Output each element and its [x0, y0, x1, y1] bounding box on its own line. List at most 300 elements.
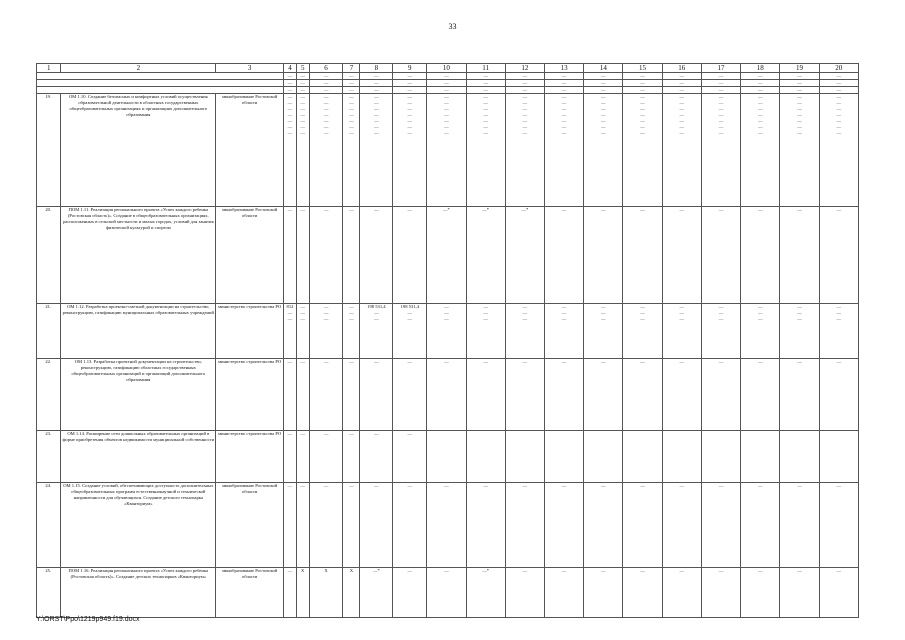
finance-value: — — [679, 100, 685, 105]
finance-cell — [360, 207, 393, 304]
finance-value: 198 531,4 — [367, 304, 386, 309]
finance-cell — [623, 483, 662, 568]
finance-cell: — — [284, 73, 297, 80]
finance-value: — — [601, 94, 606, 99]
finance-value: — — [287, 130, 293, 135]
row-number: 19. — [37, 94, 61, 207]
finance-value: — — [679, 106, 685, 111]
finance-value: — — [287, 94, 293, 99]
finance-value: — — [287, 124, 293, 129]
finance-value: — — [757, 207, 763, 212]
finance-value — [703, 431, 739, 437]
finance-value: — — [300, 124, 305, 129]
finance-value: — — [718, 304, 724, 309]
finance-cell — [284, 483, 297, 568]
finance-value: — — [444, 316, 449, 321]
finance-cell — [662, 431, 701, 483]
finance-cell — [466, 483, 505, 568]
finance-value: — — [287, 106, 293, 111]
continuation-cell — [37, 87, 284, 94]
finance-cell: — — [393, 73, 427, 80]
finance-cell — [819, 94, 858, 207]
column-number-header: 14 — [584, 64, 623, 73]
finance-value: — — [300, 118, 305, 123]
finance-cell — [662, 568, 701, 618]
continuation-row — [37, 80, 859, 87]
finance-cell: — — [393, 87, 427, 94]
finance-value — [468, 431, 504, 437]
finance-cell: — — [544, 73, 583, 80]
finance-value: X — [301, 568, 305, 573]
finance-value: — — [601, 304, 606, 309]
finance-cell — [505, 483, 544, 568]
finance-value: — — [757, 106, 763, 111]
finance-cell — [584, 483, 623, 568]
finance-value: — — [640, 124, 645, 129]
finance-value: — — [718, 124, 724, 129]
executor: минобразование Ростовской области — [216, 94, 284, 207]
finance-value — [428, 431, 464, 437]
finance-value: — — [718, 359, 724, 364]
finance-value: — — [836, 310, 842, 315]
finance-value: — — [300, 94, 305, 99]
finance-cell — [505, 568, 544, 618]
continuation-cell — [37, 80, 284, 87]
finance-value: — — [287, 118, 293, 123]
finance-cell: — — [701, 73, 740, 80]
finance-value: — — [561, 130, 567, 135]
finance-cell — [296, 431, 309, 483]
finance-value: — — [561, 568, 567, 573]
finance-value: — — [287, 568, 293, 573]
finance-cell — [427, 359, 466, 431]
finance-value: — — [300, 112, 305, 117]
finance-cell — [343, 304, 360, 359]
finance-cell — [360, 304, 393, 359]
finance-cell — [466, 431, 505, 483]
finance-cell — [544, 94, 583, 207]
finance-cell: — — [343, 73, 360, 80]
finance-value: — — [323, 207, 329, 212]
finance-value: — — [679, 94, 685, 99]
finance-cell — [544, 483, 583, 568]
finance-value: — — [287, 359, 293, 364]
finance-value: — — [561, 100, 567, 105]
finance-cell — [360, 568, 393, 618]
finance-cell — [623, 431, 662, 483]
column-number-header: 18 — [741, 64, 780, 73]
finance-value: — — [797, 100, 802, 105]
finance-cell — [427, 568, 466, 618]
finance-value: — — [640, 316, 645, 321]
finance-cell: — — [819, 73, 858, 80]
finance-value: — — [349, 112, 354, 117]
finance-value — [664, 431, 700, 437]
finance-value: — — [444, 94, 449, 99]
finance-value: — — [374, 130, 379, 135]
finance-value: — — [601, 118, 606, 123]
finance-cell — [662, 483, 701, 568]
finance-cell — [819, 568, 858, 618]
finance-cell — [309, 568, 343, 618]
finance-cell: — — [780, 80, 819, 87]
finance-value: — — [323, 106, 329, 111]
finance-cell — [505, 359, 544, 431]
row-number: 21. — [37, 304, 61, 359]
finance-value: — — [797, 106, 802, 111]
finance-cell — [701, 94, 740, 207]
finance-value: — — [483, 118, 488, 123]
finance-cell — [544, 359, 583, 431]
finance-value: — — [757, 130, 763, 135]
finance-value: — — [522, 483, 528, 488]
finance-value: — — [797, 316, 802, 321]
finance-cell — [284, 431, 297, 483]
finance-value: — — [679, 310, 685, 315]
column-number-header: 6 — [309, 64, 343, 73]
finance-cell — [741, 568, 780, 618]
finance-cell: — — [343, 80, 360, 87]
column-number-header: 17 — [701, 64, 740, 73]
finance-cell — [780, 207, 819, 304]
finance-value: — — [601, 130, 606, 135]
finance-value: — — [561, 483, 567, 488]
finance-value: — — [679, 304, 685, 309]
file-path: Y:\ORST\Ppo\1219p949.f19.docx — [36, 616, 140, 623]
finance-cell: — — [466, 73, 505, 80]
finance-cell — [466, 359, 505, 431]
finance-cell: — — [701, 80, 740, 87]
measure-name: ОМ 1.14. Расширение сети дошкольных образовательных организаций в форме приобретения объектов недвижимости муниципальной собственности — [61, 431, 216, 483]
finance-value: — — [323, 316, 329, 321]
finance-value: — — [601, 100, 606, 105]
finance-cell — [309, 431, 343, 483]
finance-cell — [544, 568, 583, 618]
finance-value: — — [444, 310, 449, 315]
finance-value: — — [601, 483, 606, 488]
finance-cell: — — [584, 80, 623, 87]
finance-cell — [741, 94, 780, 207]
finance-value: — — [374, 124, 379, 129]
finance-value: — — [640, 304, 645, 309]
finance-value: — — [836, 359, 842, 364]
finance-value: — — [444, 100, 449, 105]
finance-value: — — [287, 207, 293, 212]
finance-cell: — — [427, 87, 466, 94]
finance-value: — — [407, 431, 413, 436]
finance-value: — — [300, 359, 305, 364]
finance-cell: — — [360, 80, 393, 87]
finance-value: — — [757, 112, 763, 117]
finance-value: — — [797, 359, 802, 364]
finance-value: — — [300, 304, 305, 309]
finance-cell: — — [505, 73, 544, 80]
finance-cell — [662, 94, 701, 207]
finance-value: —* — [482, 568, 490, 573]
finance-value: — — [522, 568, 528, 573]
finance-value: — — [349, 316, 354, 321]
finance-cell — [296, 483, 309, 568]
finance-value: — — [444, 106, 449, 111]
finance-cell: — — [505, 80, 544, 87]
continuation-cell — [37, 73, 284, 80]
finance-cell: — — [360, 87, 393, 94]
finance-cell — [819, 483, 858, 568]
measure-name: ОМ 1.13. Разработка проектной документации на строительство, реконструкцию, газификацию областных государственных общеобразовательных организаций и организаций дополнительного образования — [61, 359, 216, 431]
finance-value: — — [349, 130, 354, 135]
finance-value: — — [561, 94, 567, 99]
finance-value: — — [836, 94, 842, 99]
finance-cell: — — [343, 87, 360, 94]
finance-value: — — [374, 359, 379, 364]
finance-cell: — — [296, 87, 309, 94]
finance-value: — — [374, 118, 379, 123]
finance-value: — — [797, 112, 802, 117]
finance-value: — — [679, 112, 685, 117]
finance-cell — [360, 94, 393, 207]
finance-cell — [427, 94, 466, 207]
finance-cell: — — [662, 80, 701, 87]
executor: министерство строительства РО — [216, 359, 284, 431]
finance-value: — — [561, 359, 567, 364]
finance-value: — — [757, 310, 763, 315]
finance-value: — — [601, 568, 606, 573]
finance-value: — — [374, 94, 379, 99]
finance-cell — [701, 359, 740, 431]
finance-value: —* — [521, 207, 529, 212]
finance-value: — — [407, 124, 413, 129]
column-number-header: 9 — [393, 64, 427, 73]
finance-value: — — [797, 130, 802, 135]
finance-cell — [343, 483, 360, 568]
finance-cell — [741, 304, 780, 359]
finance-value: — — [407, 359, 413, 364]
finance-cell — [505, 94, 544, 207]
finance-cell — [780, 304, 819, 359]
finance-cell — [284, 207, 297, 304]
finance-value: — — [407, 106, 413, 111]
finance-cell — [819, 359, 858, 431]
finance-value: — — [407, 483, 413, 488]
finance-cell — [584, 568, 623, 618]
column-number-header: 10 — [427, 64, 466, 73]
finance-value: — — [444, 568, 449, 573]
column-number-header: 16 — [662, 64, 701, 73]
finance-cell — [623, 568, 662, 618]
finance-value: — — [483, 124, 488, 129]
finance-cell: — — [584, 73, 623, 80]
finance-value: — — [287, 310, 293, 315]
finance-cell — [309, 483, 343, 568]
finance-value: X — [324, 568, 328, 573]
finance-cell: — — [427, 80, 466, 87]
finance-cell — [296, 207, 309, 304]
continuation-row — [37, 73, 859, 80]
finance-value: — — [522, 112, 528, 117]
finance-value: — — [757, 118, 763, 123]
finance-value: — — [287, 431, 293, 436]
column-number-header: 2 — [61, 64, 216, 73]
finance-cell — [284, 304, 297, 359]
finance-value: — — [483, 316, 488, 321]
finance-cell — [662, 359, 701, 431]
finance-cell: — — [393, 80, 427, 87]
measure-name: ОМ 1.12. Разработка проектно-сметной документации на строительство, реконструкцию, газификацию муниципальных образовательных учреждений — [61, 304, 216, 359]
finance-value: — — [522, 310, 528, 315]
measure-name: ПОМ 1.16. Реализация регионального проекта «Успех каждого ребенка (Ростовская область)». Создание детских технопарков «Кванториум» — [61, 568, 216, 618]
finance-value: — — [522, 359, 528, 364]
table-row — [37, 431, 859, 483]
finance-cell — [780, 483, 819, 568]
finance-cell — [544, 431, 583, 483]
finance-cell: — — [544, 87, 583, 94]
finance-value: — — [718, 316, 724, 321]
finance-value: X — [349, 568, 354, 573]
finance-value: — — [679, 568, 685, 573]
finance-value: — — [601, 359, 606, 364]
finance-cell: — — [623, 87, 662, 94]
finance-value: — — [374, 431, 379, 436]
finance-cell: — — [623, 80, 662, 87]
finance-value: — — [836, 483, 842, 488]
finance-value — [781, 431, 817, 437]
finance-cell — [623, 359, 662, 431]
finance-value: — — [797, 207, 802, 212]
finance-value: — — [522, 118, 528, 123]
finance-value — [585, 431, 621, 437]
finance-value: — — [323, 431, 329, 436]
finance-cell: — — [466, 80, 505, 87]
finance-cell — [284, 94, 297, 207]
finance-cell — [701, 304, 740, 359]
finance-cell — [780, 568, 819, 618]
finance-value: — — [640, 310, 645, 315]
finance-value: — — [718, 112, 724, 117]
finance-cell — [623, 207, 662, 304]
finance-value: — — [561, 316, 567, 321]
finance-value: — — [679, 118, 685, 123]
finance-value: — — [483, 310, 488, 315]
finance-value: — — [444, 118, 449, 123]
finance-cell: — — [427, 73, 466, 80]
finance-value: — — [349, 124, 354, 129]
finance-value: — — [836, 106, 842, 111]
finance-cell — [701, 483, 740, 568]
finance-cell — [544, 207, 583, 304]
finance-value: — — [374, 310, 379, 315]
finance-value: — — [287, 316, 293, 321]
finance-cell — [427, 304, 466, 359]
finance-cell: — — [296, 80, 309, 87]
finance-cell: — — [360, 73, 393, 80]
budget-table — [36, 63, 859, 618]
row-number: 24. — [37, 483, 61, 568]
finance-value: — — [323, 304, 329, 309]
table-row — [37, 94, 859, 207]
finance-value: — — [349, 94, 354, 99]
finance-value: — — [407, 100, 413, 105]
finance-cell — [360, 359, 393, 431]
finance-value: — — [407, 316, 413, 321]
finance-cell — [466, 207, 505, 304]
finance-value: — — [757, 100, 763, 105]
table-row — [37, 359, 859, 431]
finance-cell — [309, 304, 343, 359]
finance-value: — — [483, 359, 488, 364]
finance-value: — — [374, 316, 379, 321]
finance-value: — — [522, 124, 528, 129]
finance-value: — — [640, 112, 645, 117]
finance-value: — — [601, 207, 606, 212]
finance-value: — — [323, 130, 329, 135]
finance-value: — — [349, 100, 354, 105]
finance-value: — — [601, 310, 606, 315]
finance-value: — — [349, 359, 354, 364]
finance-cell: — — [309, 80, 343, 87]
finance-cell: — — [284, 80, 297, 87]
page-number: 33 — [448, 22, 457, 31]
finance-value: — — [300, 207, 305, 212]
finance-value: — — [679, 359, 685, 364]
finance-cell — [544, 304, 583, 359]
finance-value: — — [718, 483, 724, 488]
finance-cell — [623, 304, 662, 359]
finance-cell — [741, 207, 780, 304]
finance-value: — — [287, 112, 293, 117]
executor: минобразование Ростовской области — [216, 207, 284, 304]
row-number: 22. — [37, 359, 61, 431]
finance-value: — — [323, 100, 329, 105]
finance-value: — — [483, 112, 488, 117]
continuation-row — [37, 87, 859, 94]
finance-value: — — [287, 100, 293, 105]
finance-cell: — — [741, 80, 780, 87]
finance-value: — — [300, 130, 305, 135]
finance-cell — [741, 431, 780, 483]
finance-cell — [296, 359, 309, 431]
finance-cell — [393, 359, 427, 431]
finance-value: — — [640, 130, 645, 135]
finance-cell — [623, 94, 662, 207]
finance-cell — [343, 568, 360, 618]
finance-value: — — [797, 304, 802, 309]
finance-value: — — [640, 207, 645, 212]
finance-cell — [584, 207, 623, 304]
finance-value: — — [757, 304, 763, 309]
finance-cell — [819, 431, 858, 483]
finance-cell: — — [466, 87, 505, 94]
finance-value: — — [349, 304, 354, 309]
finance-value: — — [757, 359, 763, 364]
finance-value: — — [640, 359, 645, 364]
measure-name: ОМ 1.15. Создание условий, обеспечивающих доступность дополнительных общеобразовательных программ естественнонаучной и технической направленности для обучающихся. Создание детского технопарка «Кванториум» — [61, 483, 216, 568]
finance-cell — [393, 431, 427, 483]
finance-value: — — [522, 130, 528, 135]
finance-value: — — [483, 304, 488, 309]
finance-value: — — [718, 207, 724, 212]
finance-value: — — [757, 483, 763, 488]
finance-cell — [393, 483, 427, 568]
finance-value: — — [836, 568, 842, 573]
finance-cell: — — [780, 73, 819, 80]
finance-value — [742, 431, 778, 437]
finance-value: — — [797, 94, 802, 99]
column-number-header: 8 — [360, 64, 393, 73]
table-row — [37, 207, 859, 304]
finance-value: — — [444, 483, 449, 488]
finance-value: — — [349, 483, 354, 488]
finance-value: — — [640, 106, 645, 111]
